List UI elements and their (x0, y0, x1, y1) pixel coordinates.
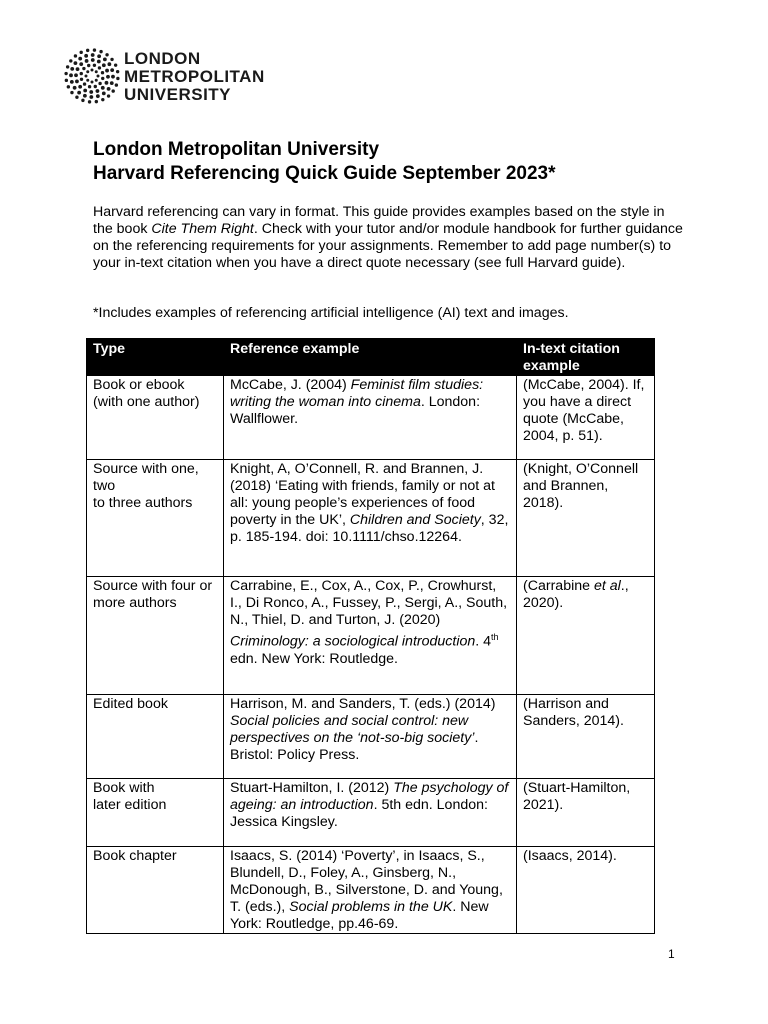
title-line-1: London Metropolitan University (93, 139, 380, 160)
text-segment: Knight, A, O’Connell, R. and Brannen, J. (2018) ‘Eating with friends, family or not at all: young people’s experiences of food poverty in the UK’, (230, 461, 495, 528)
type-line: Book with (93, 780, 155, 796)
logo-dot (86, 79, 89, 82)
logo-dot (78, 57, 82, 61)
logo-dot (97, 60, 101, 64)
text-segment: , 32, p. 185-194. doi: 10.1111/chso.12264. (230, 512, 509, 545)
logo-dot (89, 90, 93, 94)
type-line: to three authors (93, 495, 193, 511)
logo-dot (96, 94, 100, 98)
text-segment: (Knight, O’Connell and Brannen, 2018). (523, 461, 639, 511)
type-line: Source with four or more authors (93, 578, 213, 611)
logo-dot (111, 89, 114, 92)
logo-dot (116, 77, 119, 80)
logo-dot (95, 79, 98, 82)
logo-dot (74, 61, 78, 65)
reference-cell (224, 779, 517, 847)
logo-dot (79, 62, 83, 66)
logo-dot (91, 58, 95, 62)
logo-dot (88, 85, 91, 88)
table-row (87, 376, 655, 460)
logo-dot (98, 66, 101, 69)
citation-cell (517, 376, 655, 460)
starburst-dots-logo-icon (63, 47, 121, 105)
header-in-text-citation: In-text citation example (517, 339, 655, 376)
logo-dot (116, 70, 119, 73)
reference-cell (224, 376, 517, 460)
italic-text: Social problems in the UK (289, 899, 453, 915)
type-line: Edited book (93, 696, 168, 712)
logo-dot (75, 95, 78, 98)
type-line: (with one author) (93, 394, 200, 410)
logo-dot (99, 50, 102, 53)
citation-cell (517, 779, 655, 847)
logo-dot (96, 89, 100, 93)
logo-dot (74, 54, 77, 57)
type-cell (87, 376, 224, 460)
logo-dot (107, 87, 111, 91)
logo-dot (91, 81, 94, 84)
logo-dot (70, 67, 74, 71)
logo-dot (77, 91, 81, 95)
reference-cell (224, 460, 517, 577)
logo-dot (80, 78, 83, 81)
logo-dot (83, 94, 87, 98)
italic-text: Criminology: a sociological introduction (230, 633, 476, 650)
referencing-table (86, 338, 655, 934)
logo-dot (110, 58, 113, 61)
university-logo (63, 47, 293, 105)
text-segment: Isaacs, S. (2014) ‘Poverty’, in Isaacs, S., Blundell, D., Foley, A., Ginsberg, N., McDonough, B., Silverstone, D. and Young, T. (eds.), (230, 848, 503, 915)
intro-paragraph (93, 204, 683, 272)
table-body (87, 376, 655, 934)
table-header-row (87, 339, 655, 376)
type-cell (87, 695, 224, 779)
page-number: 1 (668, 947, 675, 961)
logo-dot (69, 59, 72, 62)
header-reference-example: Reference example (224, 339, 517, 376)
title-line-2: Harvard Referencing Quick Guide September 2023* (93, 163, 556, 184)
text-segment: th (491, 632, 499, 642)
logo-dot (105, 81, 109, 85)
type-cell (87, 847, 224, 934)
logo-dot (85, 59, 89, 63)
type-line: Book or ebook (93, 377, 185, 393)
text-segment: ., 2020). (523, 578, 629, 611)
logo-dot (105, 53, 108, 56)
text-segment: (Harrison and Sanders, 2014). (523, 696, 624, 729)
logo-dot (101, 71, 104, 74)
logo-dot (97, 54, 101, 58)
type-line: Book chapter (93, 848, 177, 864)
logo-dot (84, 54, 88, 58)
document-title (93, 138, 556, 186)
reference-cell (224, 577, 517, 695)
table-row (87, 695, 655, 779)
table-row (87, 847, 655, 934)
logo-wordmark (124, 50, 265, 104)
logo-dot (79, 51, 82, 54)
ai-note: *Includes examples of referencing artificial intelligence (AI) text and images. (93, 305, 569, 321)
logo-dot (83, 82, 86, 85)
text-segment: . 4 (475, 633, 492, 650)
reference-cell (224, 847, 517, 934)
logo-dot (106, 75, 110, 79)
text-segment: (Stuart-Hamilton, 2021). (523, 780, 631, 813)
logo-dot (111, 75, 115, 79)
logo-dot (105, 69, 109, 73)
header-type: Type (87, 339, 224, 376)
intro-text-end: . Check with your tutor and/or module handbook for further guidance on the referencing requirements for your assignments. Remember to add page number(s) to your in-text citation when you have a direct quote necessary (see full Harvard guide). (93, 221, 683, 271)
logo-line-3: UNIVERSITY (124, 85, 232, 104)
text-segment: . 5th edn. London: Jessica Kingsley. (230, 797, 488, 830)
logo-dot (97, 75, 100, 78)
logo-dot (110, 68, 114, 72)
logo-dot (101, 86, 105, 90)
citation-cell (517, 847, 655, 934)
italic-text: Children and Society (349, 512, 481, 528)
logo-dot (88, 100, 91, 103)
logo-dot (107, 62, 111, 66)
logo-dot (91, 53, 95, 57)
citation-cell (517, 460, 655, 577)
citation-cell (517, 577, 655, 695)
logo-line-1: LONDON (124, 49, 201, 68)
logo-dot (67, 85, 70, 88)
logo-dot (103, 58, 107, 62)
intro-book-title: Cite Them Right (151, 221, 254, 237)
text-segment: Stuart-Hamilton, I. (2012) (230, 780, 394, 796)
text-segment: Carrabine, E., Cox, A., Cox, P., Crowhurst, I., Di Ronco, A., Fussey, P., Sergi, A., South, N., Thiel, D. and Turton, J. (2020) (230, 578, 508, 628)
reference-cell (224, 695, 517, 779)
logo-dot (91, 69, 94, 72)
logo-dot (110, 81, 114, 85)
logo-dot (65, 79, 68, 82)
text-segment: . New York: Routledge, pp.46-69. (230, 899, 489, 932)
logo-dot (98, 82, 101, 85)
logo-dot (94, 85, 97, 88)
logo-dot (80, 72, 83, 75)
logo-dot (95, 100, 98, 103)
text-segment: (Isaacs, 2014). (523, 848, 617, 864)
logo-dot (74, 73, 78, 77)
logo-dot (70, 91, 73, 94)
type-line: later edition (93, 797, 167, 813)
logo-dot (64, 72, 67, 75)
type-cell (87, 577, 224, 695)
logo-dot (114, 63, 117, 66)
text-segment: McCabe, J. (2004) (230, 377, 351, 393)
logo-dot (107, 94, 110, 97)
logo-dot (85, 75, 88, 78)
logo-dot (95, 70, 98, 73)
logo-dot (76, 67, 80, 71)
logo-dot (93, 48, 96, 51)
logo-dot (102, 63, 106, 67)
table-row (87, 460, 655, 577)
table-row (87, 779, 655, 847)
citation-cell (517, 695, 655, 779)
intro-text-start: Harvard referencing can vary in format. This guide provides examples based on the style in the book (93, 204, 665, 237)
text-segment: (McCabe, 2004). If, you have a direct quote (McCabe, 2004, p. 51). (523, 377, 645, 444)
logo-dot (101, 98, 104, 101)
logo-dot (66, 65, 69, 68)
logo-dot (115, 83, 118, 86)
table-row (87, 577, 655, 695)
type-cell (87, 460, 224, 577)
logo-dot (101, 77, 104, 80)
logo-dot (82, 67, 85, 70)
text-segment: . Bristol: Policy Press. (230, 730, 479, 763)
text-segment: edn. New York: Routledge. (230, 650, 398, 667)
logo-dot (83, 89, 87, 93)
logo-dot (70, 80, 74, 84)
type-line: Source with one, two (93, 461, 199, 494)
italic-text: The psychology of ageing: an introduction (230, 780, 509, 813)
logo-line-2: METROPOLITAN (124, 67, 265, 86)
italic-text: Social policies and social control: new perspectives on the ‘not-so-big society’ (230, 713, 475, 746)
logo-dot (75, 80, 79, 84)
italic-text: et al (593, 578, 621, 594)
italic-text: Feminist film studies: writing the woman into cinema (230, 377, 484, 410)
logo-dot (69, 73, 73, 77)
logo-dot (86, 49, 89, 52)
logo-dot (78, 85, 82, 89)
logo-dot (86, 70, 89, 73)
logo-dot (73, 86, 77, 90)
logo-dot (102, 91, 106, 95)
text-segment: Harrison, M. and Sanders, T. (eds.) (2014) (230, 696, 496, 712)
logo-dot (87, 64, 90, 67)
text-segment: . London: Wallflower. (230, 394, 481, 427)
text-segment: (Carrabine (523, 578, 594, 594)
logo-dot (89, 95, 93, 99)
logo-dot (81, 99, 84, 102)
logo-dot (93, 64, 96, 67)
type-cell (87, 779, 224, 847)
